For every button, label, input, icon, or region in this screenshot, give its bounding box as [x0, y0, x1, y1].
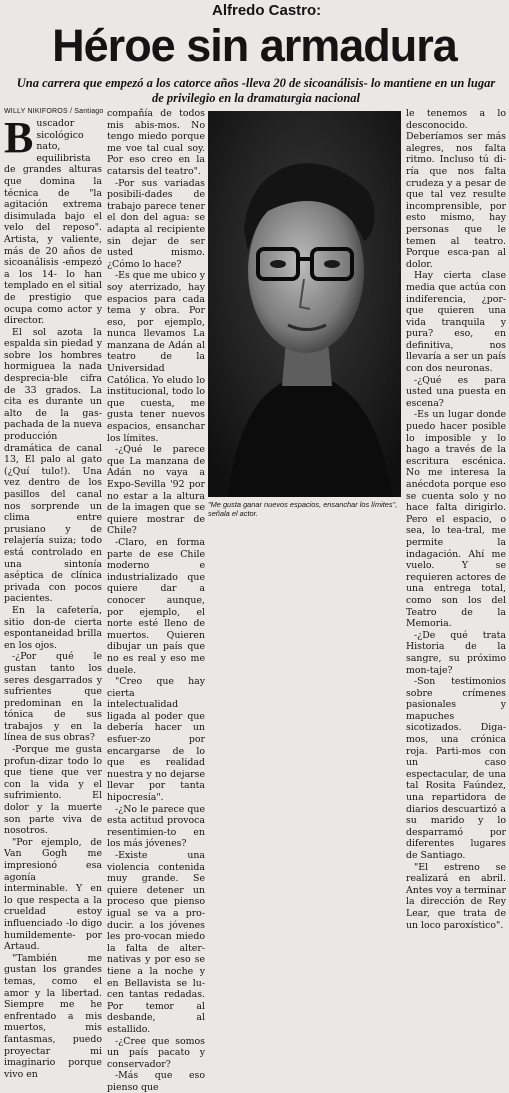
paragraph: -¿Cree que somos un país pacato y conservador?	[107, 1035, 205, 1070]
column-3	[406, 108, 506, 931]
paragraph: -¿Qué le parece que La manzana de Adán no vaya a Expo-Sevilla '92 por no estar a la altura de la imagen que se quiere mostrar de Chile?	[107, 444, 205, 537]
deck: Una carrera que empezó a los catorce años -lleva 20 de sicoanálisis- lo mantiene en un lugar de privilegio en la dramaturgia nacional	[16, 76, 496, 105]
paragraph: uscador sicológico nato, equilibrista de grandes alturas que domina la técnica de "la agitación extrema disimulada bajo el velo del reposo". Artista, y valiente, más de 20 años de sicoanálisis -empezó a los 14- lo han templado en el sitial de prestigio que ocupa como actor y director.	[4, 118, 102, 327]
paragraph: -¿Qué es para usted una puesta en escena?	[406, 374, 506, 409]
paragraph: -Es que me ubico y soy aterrizado, hay espacios para cada tema y obra. Por eso, por ejemplo, nunca llevamos La manzana de Adán al teatro de la Universidad Católica. Yo eludo lo institucional, todo lo que cuesta, me gusta tener nuevos espacios, ensanchar los límites.	[107, 270, 205, 444]
photo-caption: "Me gusta ganar nuevos espacios, ensanchar los límites", señala el actor.	[208, 500, 398, 518]
paragraph: -Más que eso pienso que	[107, 1070, 205, 1093]
paragraph: -Por sus variadas posibili-dades de trabajo parece tener el don del agua: se adapta al recipiente sin dejar de ser usted mismo. ¿Cómo lo hace?	[107, 177, 205, 270]
paragraph: "También me gustan los grandes temas, como el amor y la libertad. Siempre me he enfrentado a mis muertos, mis fantasmas, puedo proyectar mi imaginario porque vivo en	[4, 952, 102, 1080]
paragraph: -¿No le parece que esta actitud provoca resentimien-to en los más jóvenes?	[107, 803, 205, 850]
paragraph: -Claro, en forma parte de ese Chile moderno e industrializado que quiere dar a conocer aunque, por ejemplo, el norte esté lleno de muertos. Quieren dibujar un país que no es real y eso me duele.	[107, 536, 205, 676]
paragraph: -¿De qué trata Historia de la sangre, su próximo mon-taje?	[406, 629, 506, 676]
kicker: Alfredo Castro:	[212, 2, 322, 19]
paragraph: compañía de todos mis abis-mos. No tengo miedo porque me voe tal cual soy. Por eso creo en la catarsis del teatro".	[107, 108, 205, 177]
paragraph: -Existe una violencia contenida muy grande. Se quiere detener un proceso que pienso igual se va a pro-ducir. a los jóvenes les pro-vocan miedo la falta de alter-nativas y por eso se tiene a la noche y en Bellavista se lu-cen tantas redadas. Por temor al desbande, al estallido.	[107, 850, 205, 1035]
paragraph: "Por ejemplo, de Van Gogh me impresionó esa agonía interminable. Y en lo que respecta a la crueldad estoy influenciado -lo digo humildemente- por Artaud.	[4, 836, 102, 953]
paragraph: "El estreno se realizará en abril. Antes voy a terminar la dirección de Rey Lear, que trata de un loco paroxístico".	[406, 861, 506, 931]
portrait-image	[208, 111, 401, 497]
paragraph: -Porque me gusta profun-dizar todo lo que tiene que ver con la vida y el sufrimiento. El dolor y la muerte son parte viva de nosotros.	[4, 744, 102, 837]
paragraph: "Creo que hay cierta intelectualidad ligada al poder que debería hacer un esfuer-zo por encargarse de lo que es realidad nuestra y no dejarse llevar por tanta hipocresía".	[107, 676, 205, 804]
drop-cap: B	[4, 113, 34, 162]
paragraph: -¿Por qué le gustan tanto los seres desgarrados y sufrientes que predominan en la tónica de sus trabajos y en la línea de sus obras?	[4, 651, 102, 744]
actor-portrait-photo	[208, 111, 401, 497]
column-1	[4, 113, 102, 1080]
paragraph: Hay cierta clase media que actúa con indiferencia, ¿por-que quieren una vida tranquila y pura? eso, en definitiva, nos llevaría a ser un país con dos neuronas.	[406, 270, 506, 375]
paragraph: -Es un lugar donde puedo hacer posible lo imposible y lo hago a través de la escritura escénica. No me interesa la anécdota porque eso se cuenta solo y no hace falta dirigirlo. Pero el espacio, o sea, lo tea-tral, me permite la indagación. Ahí me vuelo. Y se requieren actores de una entrega total, como son los del Teatro de la Memoria.	[406, 409, 506, 630]
paragraph: le tenemos a lo desconocido. Deberíamos ser más alegres, nos falta ritmo. Incluso tú di-ría que nos falta crudeza y a pesar de que tal vez resulte incomprensible, por esto mismo, hay personas que le temen al teatro. Porque esca-pan al dolor.	[406, 108, 506, 270]
paragraph: En la cafetería, sitio don-de cierta espontaneidad brilla en los ojos.	[4, 604, 102, 651]
headline: Héroe sin armadura	[52, 20, 457, 71]
column-2	[107, 108, 205, 1093]
paragraph: El sol azota la espalda sin piedad y sobre los hombres hormiguea la nada desprecia-ble cifra de 33 grados. La cita es durante un alto de la gas-pachada de la nueva producción dramática de canal 13, El palo al gato (¿Quí tulo!). Una vez dentro de los pasillos del canal nos sorprende un clima entre prusiano y de relajería suiza; todo está controlado en una sintonía aséptica de clínica privada con pocos pacientes.	[4, 326, 102, 605]
paragraph: -Son testimonios sobre crímenes pasionales y mapuches sicotizados. Diga-mos, una crónica roja. Parti-mos con un caso espectacular, de una tal Rosita Faúndez, una repartidora de diarios descuartizó a su marido y lo desparramó por diferentes lugares de Santiago.	[406, 676, 506, 861]
byline: WILLY NIKIFOROS / Santiago	[4, 108, 104, 115]
